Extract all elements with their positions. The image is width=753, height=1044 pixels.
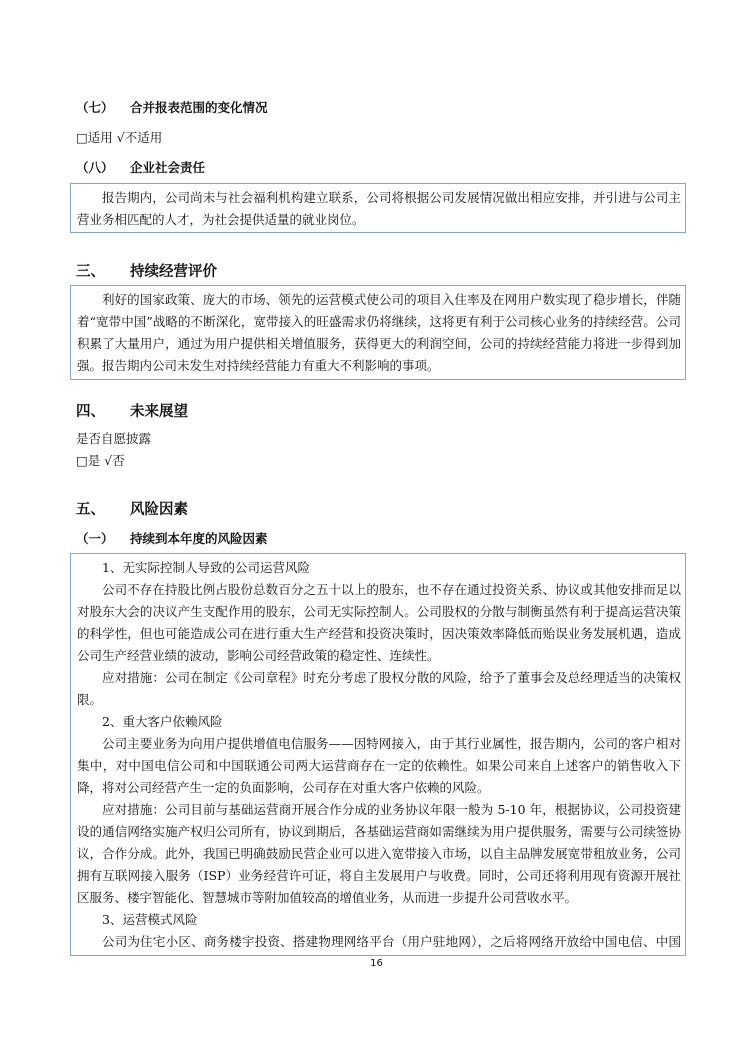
- risk-item-1-body: 公司不存在持股比例占股份总数百分之五十以上的股东，也不存在通过投资关系、协议或其他安排而足以对股东大会的决议产生支配作用的股东，公司无实际控制人。公司股权的分散与制衡虽然有利于提高运营决策的科学性，但也可能造成公司在进行重大生产经营和投资决策时，因决策效率降低而贻误业务发展机遇，造成公司生产经营业绩的波动，影响公司经营政策的稳定性、连续性。: [77, 582, 681, 663]
- part-3-title: 持续经营评价: [130, 264, 217, 280]
- part-5-sub-title: 持续到本年度的风险因素: [130, 531, 268, 546]
- risk-item-3-body: 公司为住宅小区、商务楼宇投资、搭建物理网络平台（用户驻地网），之后将网络开放给中国电信、中国: [102, 934, 681, 949]
- part-5-sub-number: （一）: [76, 531, 114, 546]
- part-5-title: 风险因素: [130, 502, 188, 518]
- section-8-heading: [76, 158, 205, 176]
- section-8-number: （八）: [76, 160, 114, 175]
- section-7-heading: [76, 98, 268, 116]
- risk-item-1-response: 应对措施：公司在制定《公司章程》时充分考虑了股权分散的风险，给予了董事会及总经理适当的决策权限。: [77, 670, 681, 707]
- section-7-options: □适用 √不适用: [76, 130, 163, 145]
- section-7-title: 合并报表范围的变化情况: [130, 100, 268, 115]
- risk-item-2-title: 2、重大客户依赖风险: [102, 714, 223, 729]
- part-4-question: 是否自愿披露: [76, 431, 152, 446]
- section-7-number: （七）: [76, 100, 114, 115]
- part-3-heading: [76, 260, 217, 281]
- part-3-paragraph: 利好的国家政策、庞大的市场、领先的运营模式使公司的项目入住率及在网用户数实现了稳步增长，伴随着“宽带中国”战略的不断深化，宽带接入的旺盛需求仍将继续，这将更有利于公司核心业务的持续经营。公司积累了大量用户，通过为用户提供相关增值服务，获得更大的利润空间，公司的持续经营能力将进一步得到加强。报告期内公司未发生对持续经营能力有重大不利影响的事项。: [77, 292, 681, 373]
- part-3-number: 三、: [76, 264, 105, 280]
- section-8-textbox: [70, 183, 686, 233]
- page-number: 16: [370, 958, 383, 969]
- section-8-title: 企业社会责任: [130, 160, 206, 175]
- section-8-paragraph: 报告期内，公司尚未与社会福利机构建立联系，公司将根据公司发展情况做出相应安排，并引进与公司主营业务相匹配的人才，为社会提供适量的就业岗位。: [77, 190, 681, 227]
- risk-factors-textbox: [70, 553, 686, 956]
- part-4-title: 未来展望: [130, 404, 188, 420]
- part-5-subheading: [76, 529, 268, 547]
- part-4-number: 四、: [76, 404, 105, 420]
- risk-item-2-body: 公司主要业务为向用户提供增值电信服务——因特网接入，由于其行业属性，报告期内，公司的客户相对集中，对中国电信公司和中国联通公司两大运营商存在一定的依赖性。如果公司来自上述客户的销售收入下降，将对公司经营产生一定的负面影响，公司存在对重大客户依赖的风险。: [77, 736, 681, 795]
- risk-item-2-response: 应对措施：公司目前与基础运营商开展合作分成的业务协议年限一般为 5-10 年，根据协议，公司投资建设的通信网络实施产权归公司所有，协议到期后，各基础运营商如需继续为用户提供服务，需要与公司续签协议，合作分成。此外，我国已明确鼓励民营企业可以进入宽带接入市场，以自主品牌发展宽带租放业务，公司拥有互联网接入服务（ISP）业务经营许可证，将自主发展用户与收费。同时，公司还将利用现有资源开展社区服务、楼宇智能化、智慧城市等附加值较高的增值业务，从而进一步提升公司营收水平。: [77, 802, 681, 905]
- risk-item-1-title: 1、无实际控制人导致的公司运营风险: [102, 560, 310, 575]
- risk-item-3-title: 3、运营模式风险: [102, 912, 198, 927]
- part-5-heading: [76, 498, 188, 519]
- part-3-textbox: [70, 285, 686, 380]
- part-5-number: 五、: [76, 502, 105, 518]
- part-4-options: □是 √否: [76, 453, 125, 468]
- part-4-heading: [76, 400, 188, 421]
